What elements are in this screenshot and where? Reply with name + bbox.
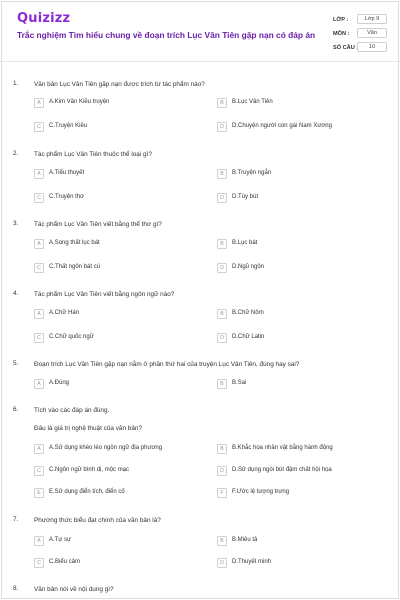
subject-label: MÔN : [333,31,350,37]
option-text: D.Chuyện người con gái Nam Xương [232,123,332,129]
option-letter: B [217,239,227,249]
answer-option[interactable] [217,488,362,499]
header-divider [0,61,400,62]
answer-option[interactable] [34,98,179,109]
option-letter: A [34,444,44,454]
option-letter: D [217,122,227,132]
option-letter: C [34,558,44,568]
option-text: F.Ước lệ tượng trưng [232,489,290,495]
question-text: Tác phẩm Lục Vân Tiên viết bằng thể thơ gì? [34,221,162,228]
answer-option[interactable] [34,333,179,344]
quizizz-logo: Quizizz [17,11,71,26]
answer-option[interactable] [34,536,179,547]
answer-option[interactable] [34,444,179,455]
question-text: Tác phẩm Lục Vân Tiên viết bằng ngôn ngữ nào? [34,291,175,298]
option-letter: D [217,193,227,203]
answer-option[interactable] [217,379,362,390]
answer-option[interactable] [34,122,179,133]
count-label: SỐ CÂU : [333,45,359,51]
answer-option[interactable] [34,309,179,320]
option-text: B.Khắc họa nhân vật bằng hành động [232,445,333,451]
option-text: C.Truyện Kiều [49,123,88,129]
option-text: C.Chữ quốc ngữ [49,334,94,340]
option-text: A.Sử dụng khéo léo ngôn ngữ địa phương [49,445,163,451]
question-number: 4. [13,290,19,297]
option-letter: C [34,333,44,343]
option-text: B.Sai [232,380,247,386]
answer-option[interactable] [217,444,362,455]
option-letter: B [217,169,227,179]
question-text: Văn bản Lục Vân Tiên gặp nạn được trích từ tác phẩm nào? [34,81,205,88]
option-letter: C [34,466,44,476]
answer-option[interactable] [217,98,362,109]
option-text: C.Ngôn ngữ bình dị, mộc mạc [49,467,130,473]
question-number: 8. [13,585,19,592]
question-subtext: Đâu là giá trị nghệ thuật của văn bản? [34,425,143,432]
answer-option[interactable] [34,466,179,477]
option-letter: B [217,98,227,108]
question-number: 5. [13,360,19,367]
option-text: D.Thuyết minh [232,559,272,565]
question-number: 2. [13,150,19,157]
option-letter: D [217,466,227,476]
option-text: D.Ngũ ngôn [232,264,265,270]
class-label: LỚP : [333,17,349,23]
option-text: C.Thất ngôn bát cú [49,264,101,270]
option-letter: D [217,333,227,343]
question-text: Tích vào các đáp án đúng. [34,407,110,414]
question-text: Đoạn trích Lục Vân Tiên gặp nạn nằm ở phần thứ hai của truyện Lục Vân Tiên, đúng hay sai? [34,361,300,368]
option-text: D.Tùy bút [232,194,259,200]
answer-option[interactable] [34,379,179,390]
answer-option[interactable] [34,263,179,274]
option-letter: D [217,558,227,568]
question-number: 6. [13,406,19,413]
question-text: Văn bản nói về nội dung gì? [34,586,114,593]
option-letter: B [217,379,227,389]
answer-option[interactable] [217,558,362,569]
class-value: Lớp 9 [357,14,387,24]
answer-option[interactable] [34,558,179,569]
answer-option[interactable] [34,488,179,499]
option-text: A.Tiểu thuyết [49,170,85,176]
option-text: C.Biểu cảm [49,559,81,565]
answer-option[interactable] [217,263,362,274]
document-title: Trắc nghiệm Tìm hiểu chung về đoạn trích Lục Vân Tiên gặp nạn có đáp án [17,30,316,40]
question-number: 3. [13,220,19,227]
option-text: B.Chữ Nôm [232,310,264,316]
answer-option[interactable] [217,239,362,250]
option-letter: E [34,488,44,498]
answer-option[interactable] [34,169,179,180]
subject-value: Văn [357,28,387,38]
option-letter: F [217,488,227,498]
answer-option[interactable] [34,239,179,250]
option-letter: C [34,263,44,273]
option-letter: A [34,98,44,108]
count-value: 10 [357,42,387,52]
option-text: A.Kim Vân Kiều truyện [49,99,110,105]
option-letter: D [217,263,227,273]
question-number: 1. [13,80,19,87]
option-text: A.Song thất lục bát [49,240,100,246]
page-border [1,1,399,599]
option-letter: B [217,309,227,319]
answer-option[interactable] [217,193,362,204]
option-text: B.Miêu tả [232,537,258,543]
answer-option[interactable] [217,536,362,547]
option-letter: A [34,379,44,389]
option-letter: B [217,444,227,454]
answer-option[interactable] [217,169,362,180]
question-text: Tác phẩm Lục Vân Tiên thuộc thể loại gì? [34,151,152,158]
option-letter: A [34,239,44,249]
option-text: C.Truyện thơ [49,194,85,200]
option-letter: B [217,536,227,546]
option-letter: C [34,122,44,132]
option-letter: C [34,193,44,203]
option-text: B.Truyện ngắn [232,170,272,176]
answer-option[interactable] [217,122,362,133]
answer-option[interactable] [34,193,179,204]
option-text: D.Chữ Latin [232,334,265,340]
option-letter: A [34,309,44,319]
answer-option[interactable] [217,466,362,477]
question-number: 7. [13,516,19,523]
answer-option[interactable] [217,333,362,344]
answer-option[interactable] [217,309,362,320]
option-text: B.Lục bát [232,240,258,246]
option-letter: A [34,536,44,546]
option-letter: A [34,169,44,179]
option-text: B.Lục Vân Tiên [232,99,273,105]
option-text: D.Sử dụng ngòi bút đậm chất hội họa [232,467,332,473]
question-text: Phương thức biểu đạt chính của văn bản là? [34,517,161,524]
option-text: E.Sử dụng điển tích, điển cố [49,489,125,495]
option-text: A.Đúng [49,380,70,386]
option-text: A.Chữ Hán [49,310,80,316]
option-text: A.Tự sự [49,537,72,543]
